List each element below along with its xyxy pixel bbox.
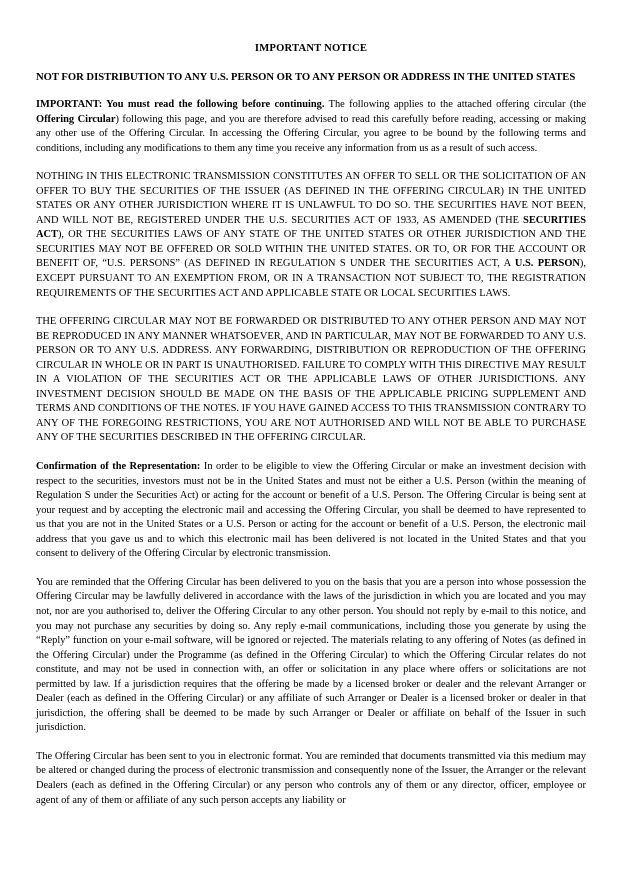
distribution-heading: NOT FOR DISTRIBUTION TO ANY U.S. PERSON OR TO ANY PERSON OR ADDRESS IN THE UNITED STATES bbox=[36, 71, 576, 83]
paragraph-no-offer bbox=[36, 170, 586, 301]
text-run: NOTHING IN THIS ELECTRONIC TRANSMISSION CONSTITUTES AN OFFER TO SELL OR THE SOLICITATION OF AN OFFER TO BUY THE SECURITIES OF THE ISSUER (AS DEFINED IN THE OFFERING CIRCULAR) IN THE UNITED STATES OR ANY OTHER JURISDICTION WHERE IT IS UNLAWFUL TO DO SO. THE SECURITIES HAVE NOT BEEN, AND WILL NOT BE, REGISTERED UNDER THE U.S. SECURITIES ACT OF 1933, AS AMENDED (THE bbox=[36, 171, 586, 226]
text-run: The following applies to the attached offering circular (the bbox=[324, 99, 586, 110]
text-run: In order to be eligible to view the Offering Circular or make an investment decision with respect to the securities, investors must not be in the United States and must not be either a U.S. Person (within the meaning of Regulation S under the Securities Act) or acting for the account or benefit of a U.S. Person. The Offering Circular is being sent at your request and by accepting the electronic mail and accessing the Offering Circular, you shall be deemed to have represented to us that you are not in the United States or a U.S. Person or acting for the account or benefit of a U.S. Person, the electronic mail address that you gave us and to which this electronic mail has been delivered is not located in the United States and that you consent to delivery of the Offering Circular by electronic transmission. bbox=[36, 461, 586, 560]
paragraph-electronic-format bbox=[36, 750, 586, 808]
text-run: You are reminded that the Offering Circular has been delivered to you on the basis that you are a person into whose possession the Offering Circular may be lawfully delivered in accordance with the laws of the jurisdiction in which you are located and you may not, nor are you authorised to, deliver the Offering Circular to any other person. You should not reply by e-mail to this notice, and you may not purchase any securities by doing so. Any reply e-mail communications, including those you generate by using the “Reply” function on your e-mail software, will be ignored or rejected. The materials relating to any offering of Notes (as defined in the Offering Circular) under the Programme (as defined in the Offering Circular) to which the Offering Circular relates do not constitute, and may not be used in connection with, an offer or solicitation in any place where offers or solicitations are not permitted by law. If a jurisdiction requires that the offering be made by a licensed broker or dealer and the relevant Arranger or Dealer (each as defined in the Offering Circular) or any affiliate of such Arranger or Dealer is a licensed broker or dealer in that jurisdiction, the offering shall be deemed to be made by such Arranger or Dealer or affiliate on behalf of the Issuer in such jurisdiction. bbox=[36, 576, 586, 734]
text-run: ), EXCEPT PURSUANT TO AN EXEMPTION FROM, OR IN A TRANSACTION NOT SUBJECT TO, THE REGISTRATION REQUIREMENTS OF THE SECURITIES ACT AND APPLICABLE STATE OR LOCAL SECURITIES LAWS. bbox=[36, 258, 586, 299]
text-run: ) following this page, and you are therefore advised to read this carefully before reading, accessing or making any other use of the Offering Circular. In accessing the Offering Circular, you agree to be bound by the following terms and conditions, including any modifications to them any time you receive any information from us as a result of such access. bbox=[36, 113, 586, 154]
text-run: The Offering Circular has been sent to you in electronic format. You are reminded that documents transmitted via this medium may be altered or changed during the process of electronic transmission and consequently none of the Issuer, the Arranger or the relevant Dealers (each as defined in the Offering Circular) or any person who controls any of them or any director, officer, employee or agent of any of them or affiliate of any such person accepts any liability or bbox=[36, 750, 586, 806]
page-title: IMPORTANT NOTICE bbox=[254, 43, 368, 54]
paragraph-important bbox=[36, 98, 586, 156]
bold-run-securities-act: SECURITIES ACT bbox=[36, 214, 586, 241]
bold-run-offering-circular: Offering Circular bbox=[36, 113, 116, 125]
text-run: ), OR THE SECURITIES LAWS OF ANY STATE OF THE UNITED STATES OR OTHER JURISDICTION AND THE SECURITIES MAY NOT BE OFFERED OR SOLD WITHIN THE UNITED STATES. OR TO, OR FOR THE ACCOUNT OR BENEFIT OF, “U.S. PERSONS” (AS DEFINED IN REGULATION S UNDER THE SECURITIES ACT, A bbox=[36, 229, 586, 270]
paragraph-no-forwarding bbox=[36, 315, 586, 446]
paragraph-confirmation bbox=[36, 460, 586, 562]
text-run: THE OFFERING CIRCULAR MAY NOT BE FORWARDED OR DISTRIBUTED TO ANY OTHER PERSON AND MAY NOT BE REPRODUCED IN ANY MANNER WHATSOEVER, AND IN PARTICULAR, MAY NOT BE FORWARDED TO ANY U.S. PERSON OR TO ANY U.S. ADDRESS. ANY FORWARDING, DISTRIBUTION OR REPRODUCTION OF THE OFFERING CIRCULAR IN WHOLE OR IN PART IS UNAUTHORISED. FAILURE TO COMPLY WITH THIS DIRECTIVE MAY RESULT IN A VIOLATION OF THE SECURITIES ACT OR THE APPLICABLE LAWS OF OTHER JURISDICTIONS. ANY INVESTMENT DECISION SHOULD BE MADE ON THE BASIS OF THE APPLICABLE PRICING SUPPLEMENT AND TERMS AND CONDITIONS OF THE NOTES. IF YOU HAVE GAINED ACCESS TO THIS TRANSMISSION CONTRARY TO ANY OF THE FOREGOING RESTRICTIONS, YOU ARE NOT AUTHORISED AND WILL NOT BE ABLE TO PURCHASE ANY OF THE SECURITIES DESCRIBED IN THE OFFERING CIRCULAR. bbox=[36, 316, 586, 444]
paragraph-reminder bbox=[36, 576, 586, 736]
bold-run-important-lead: IMPORTANT: You must read the following before continuing. bbox=[36, 99, 325, 110]
bold-run-us-person: U.S. PERSON bbox=[514, 258, 580, 270]
bold-run-confirmation-lead: Confirmation of the Representation: bbox=[36, 461, 201, 473]
